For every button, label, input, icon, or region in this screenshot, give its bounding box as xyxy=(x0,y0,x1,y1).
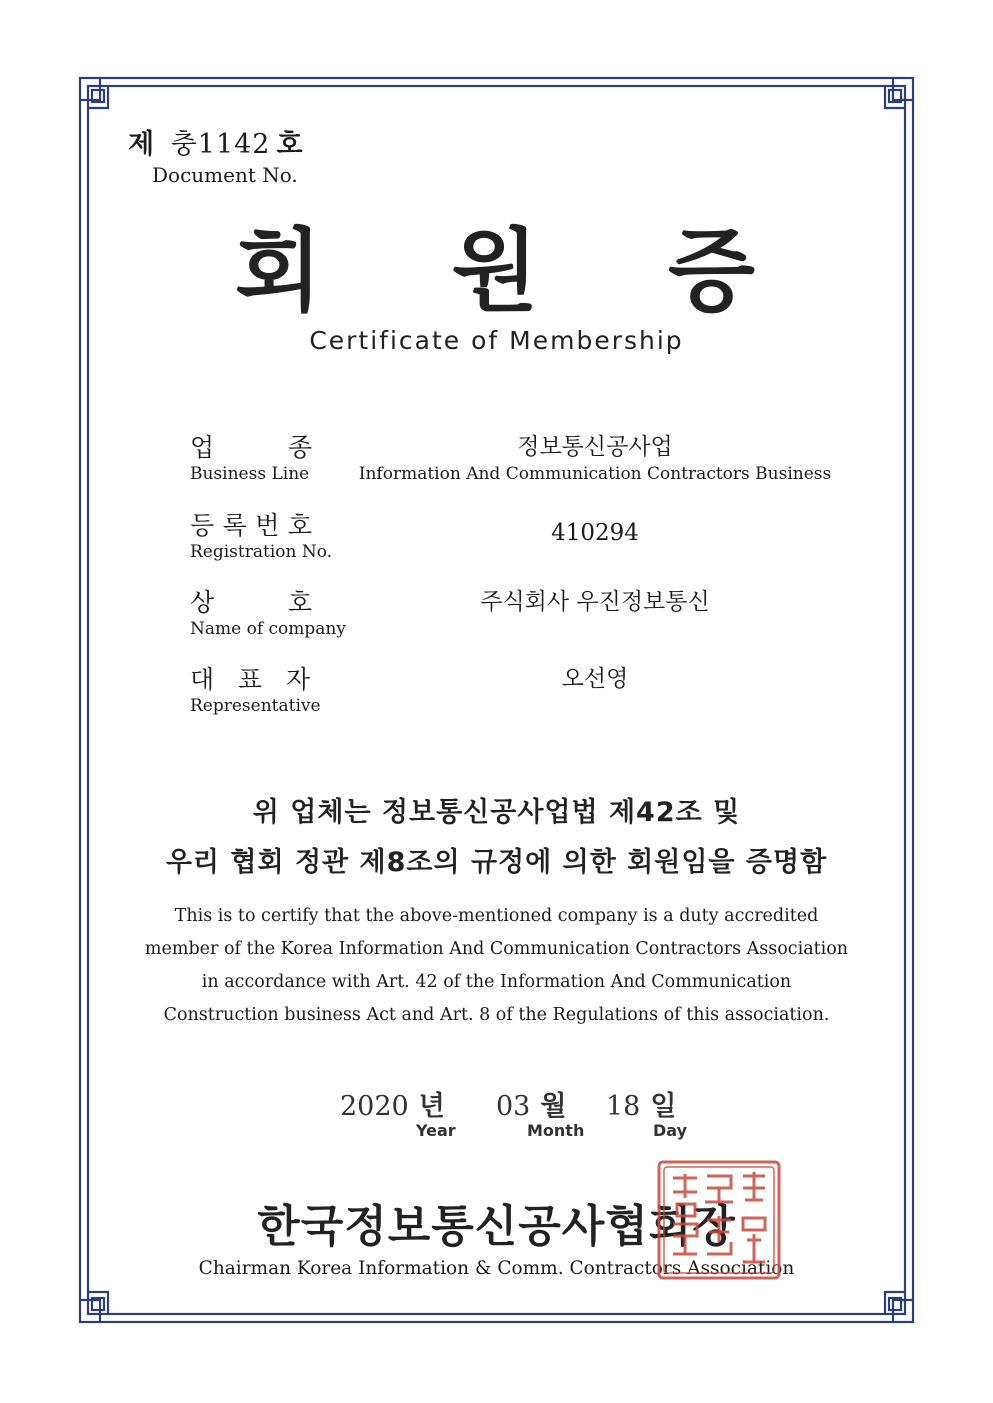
label-char: 호 xyxy=(287,511,312,540)
date-day-label: Day xyxy=(653,1121,688,1140)
date-year-unit: 년 xyxy=(418,1091,445,1122)
page-title xyxy=(235,208,755,324)
field-value: 정보통신공사업 xyxy=(517,434,673,460)
field-label-kr xyxy=(190,583,312,619)
statement-en-line: in accordance with Art. 42 of the Information And Communication xyxy=(201,972,792,992)
statement-kr-line: 위 업체는 정보통신공사업법 제42조 및 xyxy=(252,797,741,828)
date-day xyxy=(606,1084,676,1123)
date-month-value: 03 xyxy=(496,1091,531,1122)
label-char: 번 xyxy=(255,511,280,540)
label-char: 자 xyxy=(285,665,310,694)
document-no-value: 충1142 xyxy=(170,129,271,160)
page-subtitle: Certificate of Membership xyxy=(309,326,684,355)
field-value: 주식회사 우진정보통신 xyxy=(480,589,710,615)
field-label-kr xyxy=(190,428,312,464)
label-char: 표 xyxy=(237,665,263,694)
field-business-line xyxy=(190,428,840,492)
field-label-kr xyxy=(190,660,310,696)
label-char: 업 xyxy=(190,433,215,462)
statement-en-line: This is to certify that the above-mentioned company is a duty accredited xyxy=(174,906,819,926)
document-number-block xyxy=(128,122,304,187)
document-no-prefix: 제 xyxy=(128,129,156,160)
title-char: 증 xyxy=(668,219,755,324)
title-char: 원 xyxy=(451,219,539,324)
field-value: 410294 xyxy=(551,520,639,546)
field-label-en: Registration No. xyxy=(190,542,333,562)
statement-en-line: Construction business Act and Art. 8 of the Regulations of this association. xyxy=(163,1005,830,1025)
statement-en xyxy=(0,900,993,1032)
field-label-en: Name of company xyxy=(190,619,346,639)
field-company-name xyxy=(190,583,840,647)
label-char: 호 xyxy=(287,588,312,617)
label-char: 대 xyxy=(190,665,215,694)
label-char: 상 xyxy=(190,588,215,617)
statement-en-line: member of the Korea Information And Communication Contractors Association xyxy=(144,939,849,959)
date-year xyxy=(340,1084,445,1123)
statement-kr-line: 우리 협회 정관 제8조의 규정에 의한 회원임을 증명함 xyxy=(165,847,828,878)
field-value-en: Information And Communication Contractors Business xyxy=(358,464,832,484)
issuer-name-en: Chairman Korea Information & Comm. Contractors Association xyxy=(198,1258,795,1279)
field-label-en: Representative xyxy=(190,696,321,716)
date-month-unit: 월 xyxy=(540,1091,567,1122)
official-seal-stamp xyxy=(655,1158,783,1282)
field-value: 오선영 xyxy=(561,666,629,692)
label-char: 등 xyxy=(190,511,215,540)
date-month-label: Month xyxy=(527,1121,585,1140)
date-day-unit: 일 xyxy=(650,1091,677,1122)
issuer-name-kr: 한국정보통신공사협회장 xyxy=(257,1201,736,1252)
date-year-value: 2020 xyxy=(340,1091,409,1122)
date-month xyxy=(496,1084,566,1123)
date-day-value: 18 xyxy=(606,1091,641,1122)
label-char: 록 xyxy=(222,511,247,540)
date-year-label: Year xyxy=(416,1121,456,1140)
document-no-label: Document No. xyxy=(152,163,298,187)
document-no-suffix: 호 xyxy=(276,129,304,160)
title-char: 회 xyxy=(235,219,322,324)
field-label-en: Business Line xyxy=(190,464,310,484)
field-registration-no xyxy=(190,506,840,570)
field-label-kr xyxy=(190,506,312,542)
field-representative xyxy=(190,660,840,724)
label-char: 종 xyxy=(287,433,312,462)
